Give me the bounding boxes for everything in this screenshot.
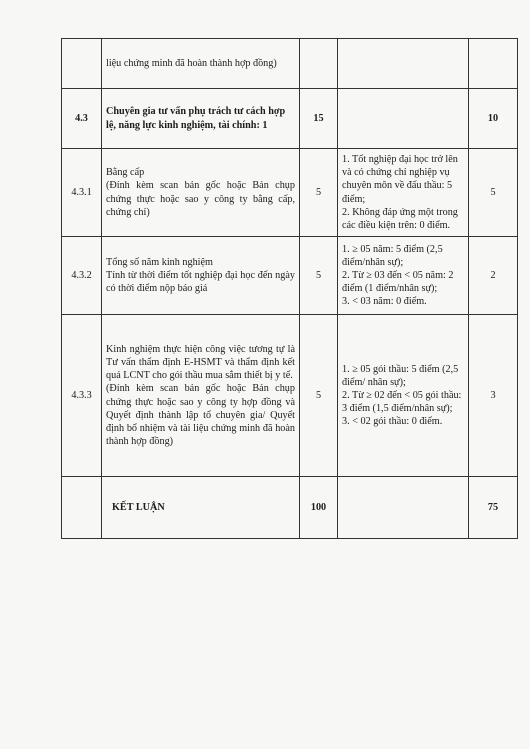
table-row xyxy=(62,315,518,477)
max-score: 5 xyxy=(300,315,338,477)
criteria-text: Tính từ thời điểm tốt nghiệp đại học đến ngày có thời điểm nộp báo giá xyxy=(106,269,295,295)
criteria-text: liệu chứng minh đã hoàn thành hợp đồng) xyxy=(106,57,277,69)
score: 3 xyxy=(469,315,518,477)
max-score: 100 xyxy=(300,477,338,539)
scoring-line: 1. ≥ 05 gói thầu: 5 điểm (2,5 điểm/ nhân sự); xyxy=(342,363,459,388)
table-row xyxy=(62,477,518,539)
scoring-line: 2. Từ ≥ 02 đến < 05 gói thầu: 3 điểm (1,5 điểm/nhân sự); xyxy=(342,389,462,415)
max-score: 5 xyxy=(300,149,338,237)
max-score xyxy=(300,39,338,89)
scoring-line: 2. Từ ≥ 03 đến < 05 năm: 2 điểm (1 điểm/nhân sự); xyxy=(342,269,454,295)
evaluation-table xyxy=(61,38,518,539)
scoring-line: 1. ≥ 05 năm: 5 điểm (2,5 điểm/nhân sự); xyxy=(342,243,443,268)
score: 75 xyxy=(469,477,518,539)
row-index: 4.3 xyxy=(62,89,102,149)
table-row xyxy=(62,149,518,237)
scoring-line: 2. Không đáp ứng một trong các điều kiện trên: 0 điểm. xyxy=(342,206,458,231)
scoring-method xyxy=(338,315,469,477)
scoring-line: 3. < 02 gói thầu: 0 điểm. xyxy=(342,416,443,428)
scoring-method xyxy=(338,89,469,149)
criteria-text: KẾT LUẬN xyxy=(112,501,165,513)
scoring-method xyxy=(338,39,469,89)
criteria-text: Bằng cấp xyxy=(106,167,145,179)
criteria-cell xyxy=(102,39,300,89)
scoring-line: 3. < 03 năm: 0 điểm. xyxy=(342,296,427,308)
score: 2 xyxy=(469,237,518,315)
score: 5 xyxy=(469,149,518,237)
table-row xyxy=(62,39,518,89)
row-index xyxy=(62,39,102,89)
score: 10 xyxy=(469,89,518,149)
scoring-method xyxy=(338,477,469,539)
criteria-cell xyxy=(102,477,300,539)
row-index: 4.3.2 xyxy=(62,237,102,315)
criteria-text: Kinh nghiệm thực hiện công việc tương tự là Tư vấn thẩm định E-HSMT và thẩm định kết quả LCNT cho gói thầu mua sắm thiết bị y tế. xyxy=(106,344,295,382)
criteria-cell xyxy=(102,89,300,149)
criteria-cell xyxy=(102,315,300,477)
table-row xyxy=(62,237,518,315)
row-index: 4.3.1 xyxy=(62,149,102,237)
max-score: 15 xyxy=(300,89,338,149)
row-index xyxy=(62,477,102,539)
table-row xyxy=(62,89,518,149)
row-index: 4.3.3 xyxy=(62,315,102,477)
score xyxy=(469,39,518,89)
max-score: 5 xyxy=(300,237,338,315)
criteria-cell xyxy=(102,237,300,315)
criteria-text: Tổng số năm kinh nghiệm xyxy=(106,256,213,268)
criteria-text: (Đính kèm scan bản gốc hoặc Bản chụp chứng thực hoặc sao y công ty bằng cấp, chứng chỉ) xyxy=(106,180,295,218)
scoring-line: 1. Tốt nghiệp đại học trở lên và có chứng chỉ nghiệp vụ chuyên môn về đấu thầu: 5 điểm; xyxy=(342,154,458,205)
criteria-cell xyxy=(102,149,300,237)
scoring-method xyxy=(338,237,469,315)
criteria-text: (Đính kèm scan bản gốc hoặc Bản chụp chứng thực hoặc sao y công ty hợp đồng và Quyết định thành lập tổ chuyên gia/ Quyết định bổ nhiệm và tài liệu chứng minh đã hoàn thành hợp đồng) xyxy=(106,383,295,447)
scoring-method xyxy=(338,149,469,237)
criteria-text: Chuyên gia tư vấn phụ trách tư cách hợp lệ, năng lực kinh nghiệm, tài chính: 1 xyxy=(106,106,286,131)
